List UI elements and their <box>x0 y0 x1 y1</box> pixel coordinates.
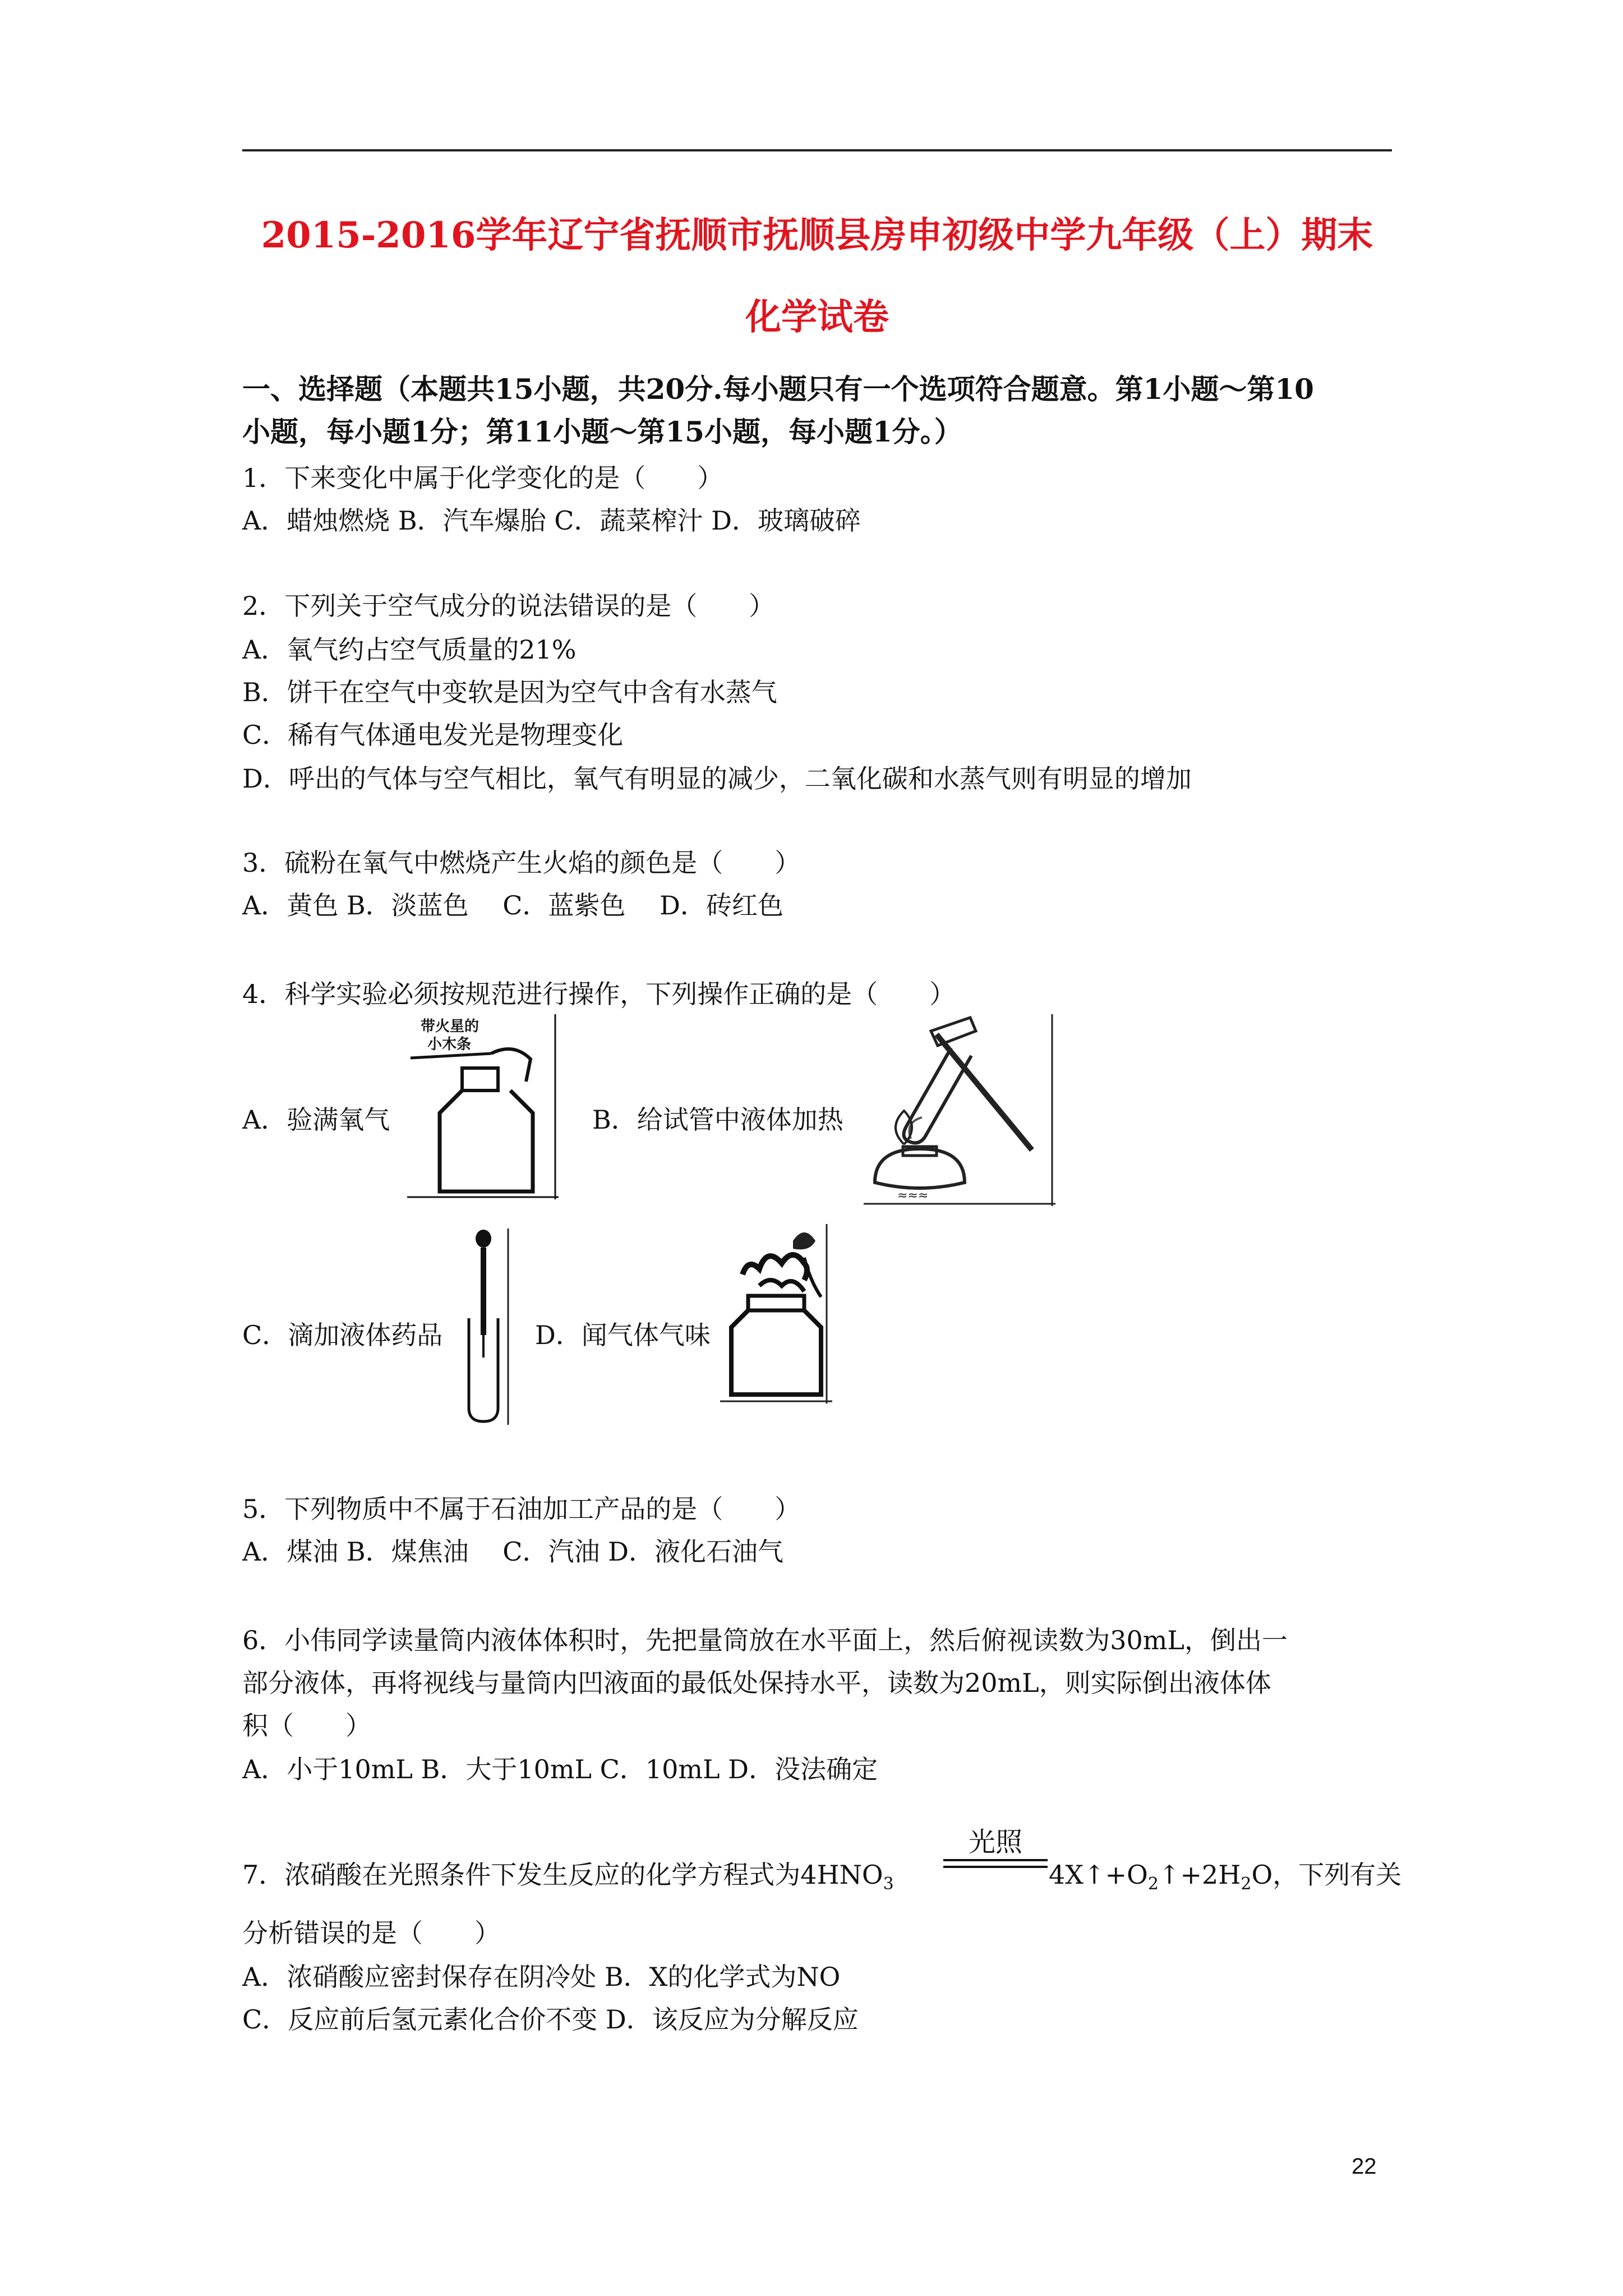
q7-product-h-sub: 2 <box>1241 1874 1252 1894</box>
header-rule <box>242 149 1392 151</box>
q7-options-cd: C．反应前后氢元素化合价不变 D．该反应为分解反应 <box>242 2004 859 2035</box>
svg-text:≈≈≈: ≈≈≈ <box>897 1189 929 1203</box>
q3-stem: 3．硫粉在氧气中燃烧产生火焰的颜色是（ ） <box>242 848 801 878</box>
q7-options-ab: A．浓硝酸应密封保存在阴冷处 B．X的化学式为NO <box>242 1962 841 1992</box>
q3-options: A．黄色 B．淡蓝色 C．蓝紫色 D．砖红色 <box>242 890 783 921</box>
q7-reactant: 4HNO <box>800 1860 883 1890</box>
q7-product-x: 4X↑+O <box>1049 1860 1148 1890</box>
reaction-arrow-line <box>943 1859 1048 1861</box>
exam-title-line2: 化学试卷 <box>745 296 889 338</box>
q5-stem: 5．下列物质中不属于石油加工产品的是（ ） <box>242 1494 801 1524</box>
q7-product-rest: ↑+2H <box>1158 1860 1241 1890</box>
q4-option-b: B．给试管中液体加热 <box>592 1105 843 1135</box>
reaction-arrow-line-2 <box>943 1866 1048 1868</box>
q6-options: A．小于10mL B．大于10mL C．10mL D．没法确定 <box>242 1754 878 1784</box>
q1-stem: 1．下来变化中属于化学变化的是（ ） <box>242 463 723 493</box>
q2-option-b: B．饼干在空气中变软是因为空气中含有水蒸气 <box>242 677 777 707</box>
q2-option-a: A．氧气约占空气质量的21% <box>242 634 577 665</box>
section-heading-line2: 小题，每小题1分；第11小题～第15小题，每小题1分。） <box>242 415 962 448</box>
q7-stem-before: 7．浓硝酸在光照条件下发生反应的化学方程式为 <box>242 1860 801 1890</box>
q6-line1: 6．小伟同学读量筒内液体体积时，先把量筒放在水平面上，然后俯视读数为30mL，倒出一 <box>242 1625 1288 1655</box>
q6-line3: 积（ ） <box>242 1710 371 1741</box>
q1-options: A．蜡烛燃烧 B．汽车爆胎 C．蔬菜榨汁 D．玻璃破碎 <box>242 505 861 536</box>
q4-option-c: C．滴加液体药品 <box>242 1320 443 1350</box>
section-heading-line1: 一、选择题（本题共15小题，共20分.每小题只有一个选项符合题意。第1小题～第10 <box>242 372 1314 406</box>
q4-option-a: A．验满氧气 <box>242 1105 390 1135</box>
q7-reactant-sub: 3 <box>883 1874 894 1894</box>
oxygen-test-figure <box>407 1014 559 1199</box>
q7-stem <box>242 1858 894 1901</box>
q4-option-d: D．闻气体气味 <box>535 1320 711 1350</box>
reaction-condition <box>943 1826 1048 1868</box>
fig-label-2: 小木条 <box>427 1036 472 1053</box>
q7-product-o-sub: 2 <box>1147 1874 1159 1894</box>
q6-line2: 部分液体，再将视线与量筒内凹液面的最低处保持水平，读数为20mL，则实际倒出液体体 <box>242 1668 1271 1698</box>
reaction-condition-label: 光照 <box>968 1826 1022 1858</box>
q4-stem: 4．科学实验必须按规范进行操作，下列操作正确的是（ ） <box>242 979 956 1009</box>
q7-stem-line2: 分析错误的是（ ） <box>242 1918 500 1948</box>
q5-options: A．煤油 B．煤焦油 C．汽油 D．液化石油气 <box>242 1536 783 1567</box>
page-number: 22 <box>1352 2154 1377 2179</box>
q2-option-d: D．呼出的气体与空气相比，氧气有明显的减少，二氧化碳和水蒸气则有明显的增加 <box>242 763 1192 794</box>
fig-label-1: 带火星的 <box>421 1018 479 1035</box>
exam-title-line1: 2015-2016学年辽宁省抚顺市抚顺县房申初级中学九年级（上）期末 <box>261 214 1373 256</box>
q7-product-end: O，下列有关 <box>1251 1860 1402 1890</box>
smelling-gas-figure <box>720 1224 832 1404</box>
q2-option-c: C．稀有气体通电发光是物理变化 <box>242 720 624 750</box>
q7-products <box>1049 1858 1401 1901</box>
q2-stem: 2．下列关于空气成分的说法错误的是（ ） <box>242 591 775 621</box>
heating-test-tube-figure <box>864 1014 1055 1206</box>
dropper-figure <box>465 1228 510 1425</box>
